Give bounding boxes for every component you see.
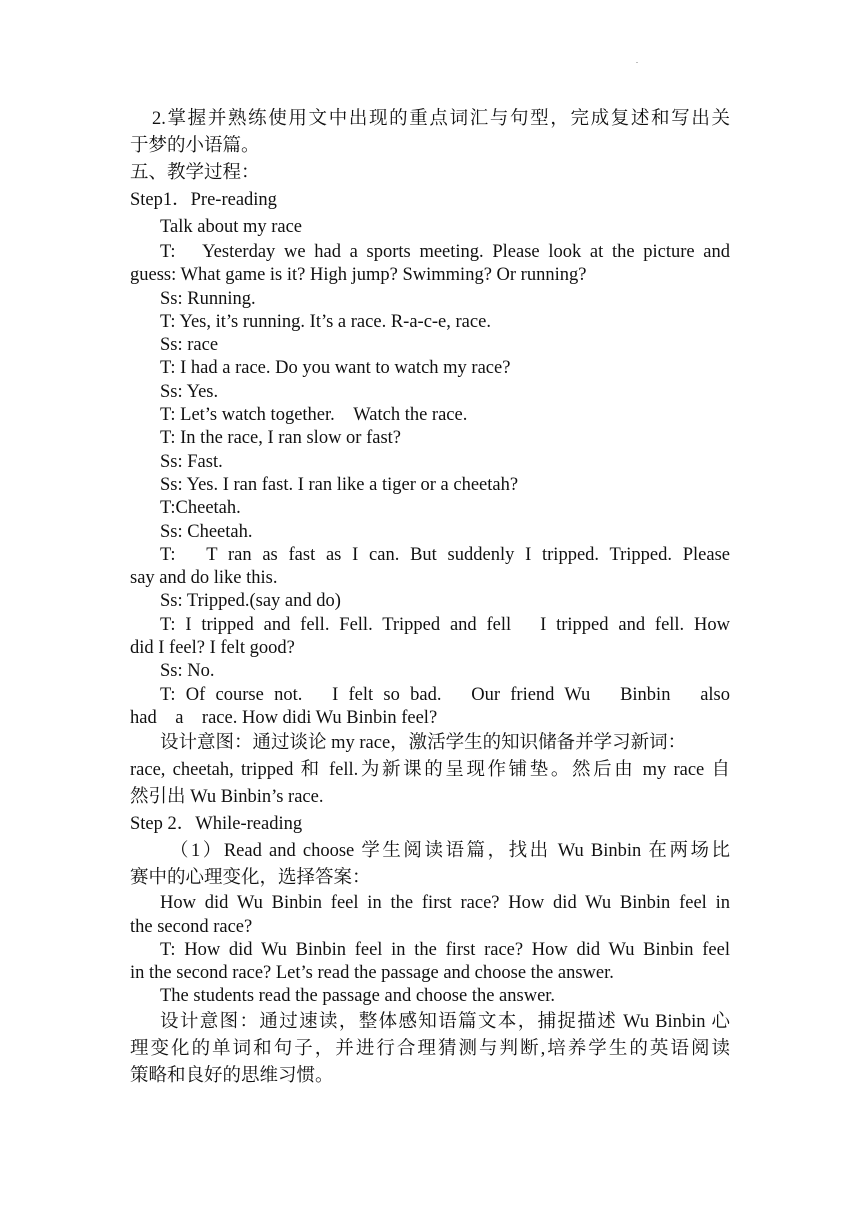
- text-line: Ss: No.: [160, 661, 215, 682]
- text-line: T: Of course not. I felt so bad. Our friend Wu Binbin also: [160, 684, 730, 705]
- text-line: T: Yesterday we had a sports meeting. Please look at the picture and: [160, 242, 730, 262]
- text-line: Ss: Tripped.(say and do): [160, 591, 341, 612]
- text-line: Ss: Cheetah.: [160, 521, 253, 542]
- header-mark: .: [636, 56, 638, 65]
- design-intent-line: 理变化的单词和句子，并进行合理猜测与判断,培养学生的英语阅读: [130, 1038, 730, 1059]
- design-intent-line: 设计意图：通过速读，整体感知语篇文本，捕捉描述 Wu Binbin 心: [160, 1011, 730, 1032]
- text-line: T: How did Wu Binbin feel in the first race? How did Wu Binbin feel: [160, 939, 730, 960]
- text-line: T: Yes, it’s running. It’s a race. R-a-c-e, race.: [160, 311, 491, 332]
- design-intent-line: race, cheetah, tripped 和 fell.为新课的呈现作铺垫。然后由 my race 自: [130, 760, 730, 781]
- text-line: （1）Read and choose 学生阅读语篇，找出 Wu Binbin 在两场比: [170, 841, 730, 862]
- design-intent-line: 策略和良好的思维习惯。: [130, 1065, 334, 1086]
- text-line: 2.掌握并熟练使用文中出现的重点词汇与句型，完成复述和写出关: [152, 109, 730, 129]
- design-intent-line: 设计意图：通过谈论 my race，激活学生的知识储备并学习新词：: [160, 733, 687, 754]
- text-line: Ss: Yes. I ran fast. I ran like a tiger or a cheetah?: [160, 474, 519, 495]
- text-line: say and do like this.: [130, 568, 278, 589]
- text-line: T: I tripped and fell. Fell. Tripped and fell I tripped and fell. How: [160, 614, 730, 635]
- text-line: guess: What game is it? High jump? Swimming? Or running?: [130, 265, 587, 286]
- text-line: Ss: Running.: [160, 288, 256, 309]
- section-heading: Step1．Pre-reading: [130, 190, 277, 210]
- text-line: in the second race? Let’s read the passage and choose the answer.: [130, 963, 614, 984]
- design-intent-line: 然引出 Wu Binbin’s race.: [130, 787, 324, 808]
- text-line: Ss: Yes.: [160, 381, 219, 402]
- text-line: had a race. How didi Wu Binbin feel?: [130, 707, 438, 728]
- text-line: T: In the race, I ran slow or fast?: [160, 428, 402, 449]
- text-line: T: Let’s watch together. Watch the race.: [160, 405, 468, 426]
- text-line: Talk about my race: [160, 217, 303, 237]
- text-line: Ss: race: [160, 335, 219, 356]
- text-line: 赛中的心理变化，选择答案：: [130, 868, 371, 889]
- lesson-text: [130, 106, 730, 1090]
- text-line: 于梦的小语篇。: [130, 136, 260, 156]
- section-heading: Step 2．While-reading: [130, 814, 303, 835]
- text-line: T: T ran as fast as I can. But suddenly I tripped. Tripped. Please: [160, 544, 730, 565]
- text-line: did I feel? I felt good?: [130, 638, 295, 659]
- text-line: the second race?: [130, 916, 253, 937]
- text-line: Ss: Fast.: [160, 451, 223, 472]
- text-line: T: I had a race. Do you want to watch my race?: [160, 358, 511, 379]
- text-line: The students read the passage and choose the answer.: [160, 986, 556, 1007]
- text-line: How did Wu Binbin feel in the first race? How did Wu Binbin feel in: [160, 893, 730, 914]
- text-line: 五、教学过程：: [130, 163, 260, 183]
- text-line: T:Cheetah.: [160, 498, 241, 519]
